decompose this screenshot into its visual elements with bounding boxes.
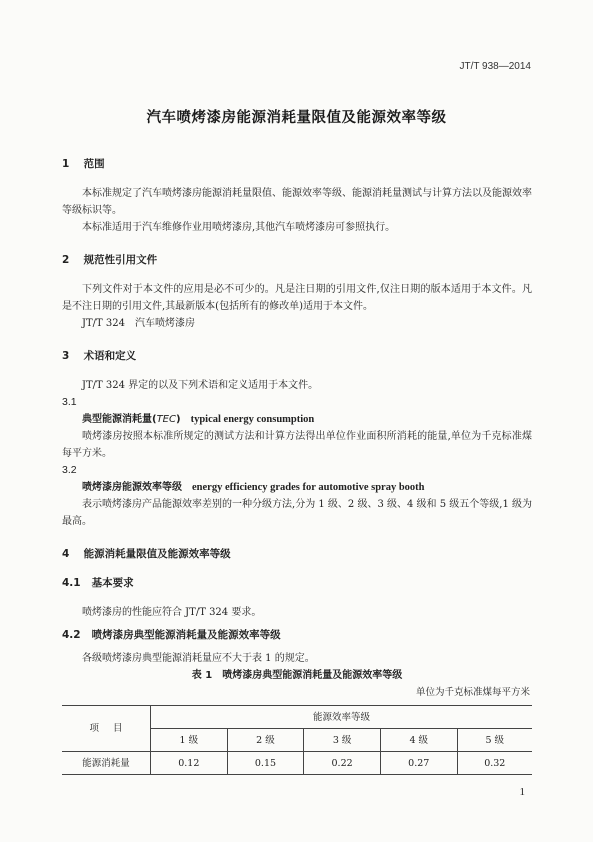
term-3-2-definition: 表示喷烤漆房产品能源效率差别的一种分级方法,分为 1 级、2 级、3 级、4 级和 5 级五个等级,1 级为最高。 <box>62 499 532 527</box>
section-4-2-number: 4.2 <box>62 629 81 641</box>
grade-3-value: 0.22 <box>304 752 381 775</box>
term-3-2-en: energy efficiency grades for automotive spray booth <box>192 482 425 493</box>
section-4-2-heading <box>62 627 532 644</box>
section-4-1-heading <box>62 575 532 592</box>
grade-4-header: 4 级 <box>380 729 457 752</box>
section-4-title: 能源消耗量限值及能源效率等级 <box>83 548 231 560</box>
term-3-1-number: 3.1 <box>62 396 77 408</box>
grade-4-value: 0.27 <box>380 752 457 775</box>
term-3-1-heading <box>62 411 532 428</box>
normative-reference <box>62 315 532 332</box>
table-header-row-1 <box>62 706 532 729</box>
term-3-1-cn-before: 典型能源消耗量( <box>82 414 157 425</box>
document-body <box>62 156 532 775</box>
grade-2-value: 0.15 <box>227 752 304 775</box>
document-title: 汽车喷烤漆房能源消耗量限值及能源效率等级 <box>146 110 447 126</box>
section-2-heading <box>62 252 532 269</box>
header-item: 项目 <box>62 706 151 752</box>
term-3-1-abbr: TEC <box>156 414 176 425</box>
term-3-1-en: typical energy consumption <box>190 414 315 425</box>
table-1-unit: 单位为千克标准煤每平方米 <box>415 687 530 698</box>
term-3-1-definition: 喷烤漆房按照本标准所规定的测试方法和计算方法得出单位作业面积所消耗的能量,单位为千克标准煤每平方米。 <box>62 431 532 459</box>
reference-code: JT/T 324 <box>82 318 125 329</box>
section-4-2-title: 喷烤漆房典型能源消耗量及能源效率等级 <box>91 629 281 641</box>
section-1-number: 1 <box>62 158 70 170</box>
section-3-paragraph-1: JT/T 324 界定的以及下列术语和定义适用于本文件。 <box>82 380 319 391</box>
header-efficiency-grade: 能源效率等级 <box>151 706 533 729</box>
section-4-2-paragraph-1: 各级喷烤漆房典型能源消耗量应不大于表 1 的规定。 <box>82 653 315 664</box>
section-2-number: 2 <box>62 254 70 266</box>
grade-5-header: 5 级 <box>457 729 532 752</box>
section-2-paragraph-1: 下列文件对于本文件的应用是必不可少的。凡是注日期的引用文件,仅注日期的版本适用于本文件。凡是不注日期的引用文件,其最新版本(包括所有的修改单)适用于本文件。 <box>62 284 532 312</box>
section-3-title: 术语和定义 <box>83 350 137 362</box>
section-4-1-title: 基本要求 <box>91 577 134 589</box>
section-1-paragraph-1: 本标准规定了汽车喷烤漆房能源消耗量限值、能源效率等级、能源消耗量测试与计算方法以及能源效率等级标识等。 <box>62 188 532 216</box>
reference-title: 汽车喷烤漆房 <box>134 318 195 329</box>
grade-5-value: 0.32 <box>457 752 532 775</box>
section-3-heading <box>62 348 532 365</box>
section-4-1-number: 4.1 <box>62 577 81 589</box>
section-1-paragraph-2: 本标准适用于汽车维修作业用喷烤漆房,其他汽车喷烤漆房可参照执行。 <box>82 222 396 233</box>
term-3-2-number: 3.2 <box>62 464 77 476</box>
row-label-energy-consumption: 能源消耗量 <box>62 752 151 775</box>
term-3-2-cn: 喷烤漆房能源效率等级 <box>82 482 182 493</box>
section-1-title: 范围 <box>83 158 105 170</box>
section-4-heading <box>62 546 532 563</box>
section-4-number: 4 <box>62 548 70 560</box>
page-number: 1 <box>519 786 525 798</box>
grade-3-header: 3 级 <box>304 729 381 752</box>
grade-1-header: 1 级 <box>151 729 228 752</box>
term-3-2-heading <box>62 479 532 496</box>
section-4-1-paragraph-1: 喷烤漆房的性能应符合 JT/T 324 要求。 <box>82 607 262 618</box>
standard-number: JT/T 938—2014 <box>459 61 531 72</box>
section-2-title: 规范性引用文件 <box>83 254 158 266</box>
table-row <box>62 752 532 775</box>
table-1-caption: 表 1 喷烤漆房典型能源消耗量及能源效率等级 <box>191 670 403 681</box>
section-1-heading <box>62 156 532 173</box>
energy-efficiency-table <box>62 705 532 775</box>
grade-2-header: 2 级 <box>227 729 304 752</box>
section-3-number: 3 <box>62 350 70 362</box>
term-3-1-cn-after: ) <box>176 414 181 425</box>
grade-1-value: 0.12 <box>151 752 228 775</box>
